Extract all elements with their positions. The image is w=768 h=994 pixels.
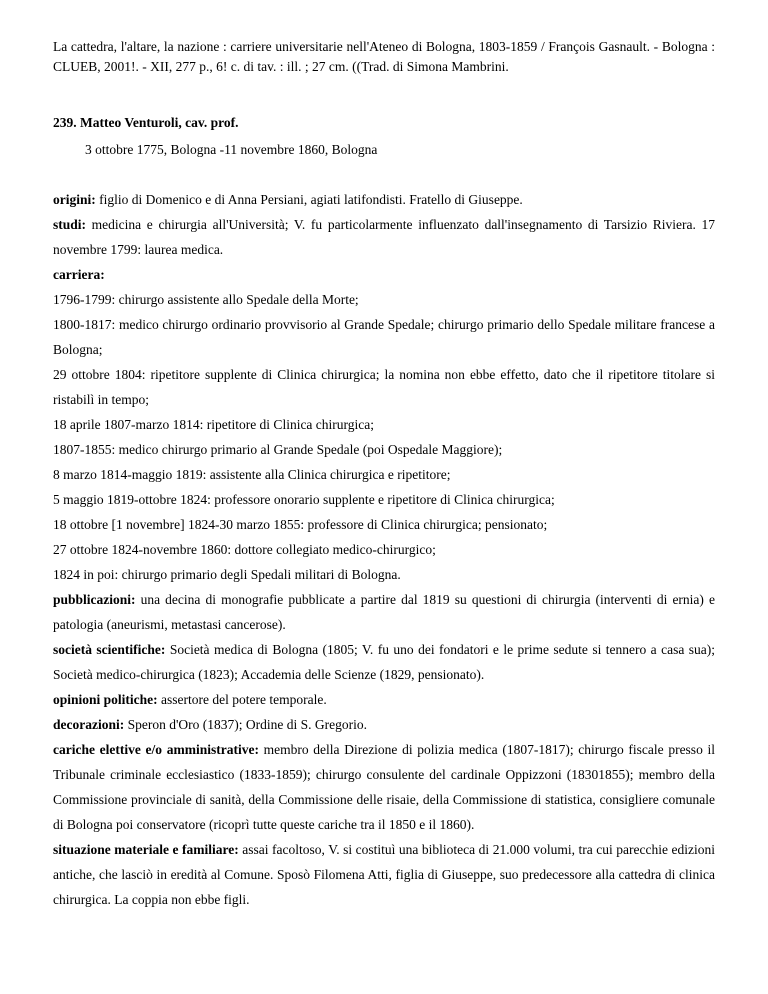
field-text: una decina di monografie pubblicate a partire dal 1819 su questioni di chirurgia (interventi di ernia) e patologia (aneurismi, metastasi cancerose). xyxy=(53,592,715,632)
field-cariche xyxy=(53,737,715,837)
field-label: situazione materiale e familiare: xyxy=(53,842,239,857)
document-page xyxy=(53,37,715,912)
field-label: carriera: xyxy=(53,267,105,282)
carriera-item: 29 ottobre 1804: ripetitore supplente di Clinica chirurgica; la nomina non ebbe effetto, dato che il ripetitore titolare si ristabilì in tempo; xyxy=(53,367,715,407)
field-label: origini: xyxy=(53,192,96,207)
field-label: società scientifiche: xyxy=(53,642,166,657)
carriera-item: 1807-1855: medico chirurgo primario al Grande Spedale (poi Ospedale Maggiore); xyxy=(53,442,503,457)
field-text: assertore del potere temporale. xyxy=(157,692,327,707)
field-text: Società medica di Bologna (1805; V. fu uno dei fondatori e le prime sedute si tennero a casa sua); Società medico-chirurgica (1823); Accademia delle Scienze (1829, pensionato). xyxy=(53,642,715,682)
carriera-item: 1824 in poi: chirurgo primario degli Spedali militari di Bologna. xyxy=(53,567,401,582)
field-studi xyxy=(53,212,715,262)
field-origini xyxy=(53,187,715,212)
field-decorazioni xyxy=(53,712,715,737)
field-situazione xyxy=(53,837,715,912)
carriera-item: 27 ottobre 1824-novembre 1860: dottore collegiato medico-chirurgico; xyxy=(53,542,436,557)
carriera-item: 1800-1817: medico chirurgo ordinario provvisorio al Grande Spedale; chirurgo primario dello Spedale militare francese a Bologna; xyxy=(53,317,715,357)
bibliographic-citation: La cattedra, l'altare, la nazione : carriere universitarie nell'Ateneo di Bologna, 1803-1859 / François Gasnault. - Bologna : CLUEB, 2001!. - XII, 277 p., 6! c. di tav. : ill. ; 27 cm. ((Trad. di Simona Mambrini. xyxy=(53,39,715,74)
entry-dates: 3 ottobre 1775, Bologna -11 novembre 1860, Bologna xyxy=(85,142,378,157)
entry-body xyxy=(53,187,715,912)
carriera-item: 8 marzo 1814-maggio 1819: assistente alla Clinica chirurgica e ripetitore; xyxy=(53,467,451,482)
field-text: Speron d'Oro (1837); Ordine di S. Gregorio. xyxy=(124,717,368,732)
carriera-item: 1796-1799: chirurgo assistente allo Spedale della Morte; xyxy=(53,292,359,307)
field-opinioni xyxy=(53,687,715,712)
field-label: cariche elettive e/o amministrative: xyxy=(53,742,259,757)
field-text: membro della Direzione di polizia medica (1807-1817); chirurgo fiscale presso il Tribunale criminale ecclesiastico (1833-1859); chirurgo consulente del cardinale Oppizzoni (18301855); membro della Commissione provinciale di sanità, della Commissione delle risaie, della Commissione di statistica, consigliere comunale di Bologna poi conservatore (ricoprì tutte queste cariche tra il 1850 e il 1860). xyxy=(53,742,715,832)
field-label: opinioni politiche: xyxy=(53,692,158,707)
field-label: studi: xyxy=(53,217,87,232)
field-pubblicazioni xyxy=(53,587,715,637)
entry-title: 239. Matteo Venturoli, cav. prof. xyxy=(53,115,239,130)
field-carriera xyxy=(53,262,715,287)
field-text: assai facoltoso, V. si costituì una biblioteca di 21.000 volumi, tra cui parecchie edizioni antiche, che lasciò in eredità al Comune. Sposò Filomena Atti, figlia di Giuseppe, suo predecessore alla cattedra di clinica chirurgica. La coppia non ebbe figli. xyxy=(53,842,715,907)
field-text: medicina e chirurgia all'Università; V. fu particolarmente influenzato dall'insegnamento di Tarsizio Riviera. 17 novembre 1799: laurea medica. xyxy=(53,217,715,257)
carriera-item: 5 maggio 1819-ottobre 1824: professore onorario supplente e ripetitore di Clinica chirurgica; xyxy=(53,492,555,507)
carriera-item: 18 aprile 1807-marzo 1814: ripetitore di Clinica chirurgica; xyxy=(53,417,375,432)
field-societa xyxy=(53,637,715,687)
carriera-item: 18 ottobre [1 novembre] 1824-30 marzo 1855: professore di Clinica chirurgica; pensionato; xyxy=(53,517,548,532)
field-label: decorazioni: xyxy=(53,717,125,732)
field-text: figlio di Domenico e di Anna Persiani, agiati latifondisti. Fratello di Giuseppe. xyxy=(95,192,523,207)
field-label: pubblicazioni: xyxy=(53,592,136,607)
